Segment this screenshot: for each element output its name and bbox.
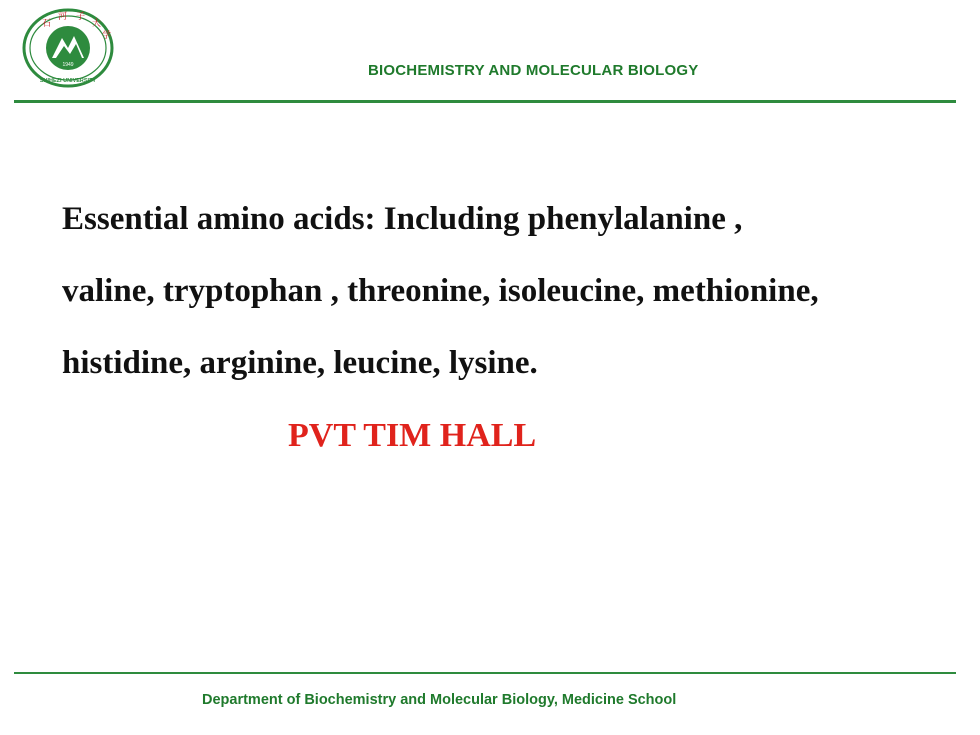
- svg-text:1949: 1949: [62, 62, 74, 68]
- footer-text: Department of Biochemistry and Molecular Biology, Medicine School: [202, 692, 677, 708]
- footer-divider: [14, 672, 956, 674]
- body-line-3: histidine, arginine, leucine, lysine.: [62, 345, 538, 381]
- svg-text:SHIHEZI UNIVERSITY: SHIHEZI UNIVERSITY: [39, 78, 97, 84]
- slide-body-text: [62, 183, 942, 399]
- header-divider: [14, 100, 956, 103]
- highlight-text: PVT TIM HALL: [288, 417, 537, 454]
- svg-text:大: 大: [92, 19, 102, 29]
- body-line-1: Essential amino acids: Including phenylalanine ,: [62, 201, 743, 237]
- university-logo: [22, 8, 118, 90]
- body-line-2: valine, tryptophan , threonine, isoleucine, methionine,: [62, 273, 819, 309]
- svg-text:石: 石: [42, 19, 52, 29]
- svg-text:子: 子: [76, 12, 86, 22]
- header-title: BIOCHEMISTRY AND MOLECULAR BIOLOGY: [368, 62, 699, 79]
- svg-text:河: 河: [58, 12, 68, 22]
- svg-text:学: 学: [102, 31, 112, 41]
- university-seal-icon: [22, 8, 118, 90]
